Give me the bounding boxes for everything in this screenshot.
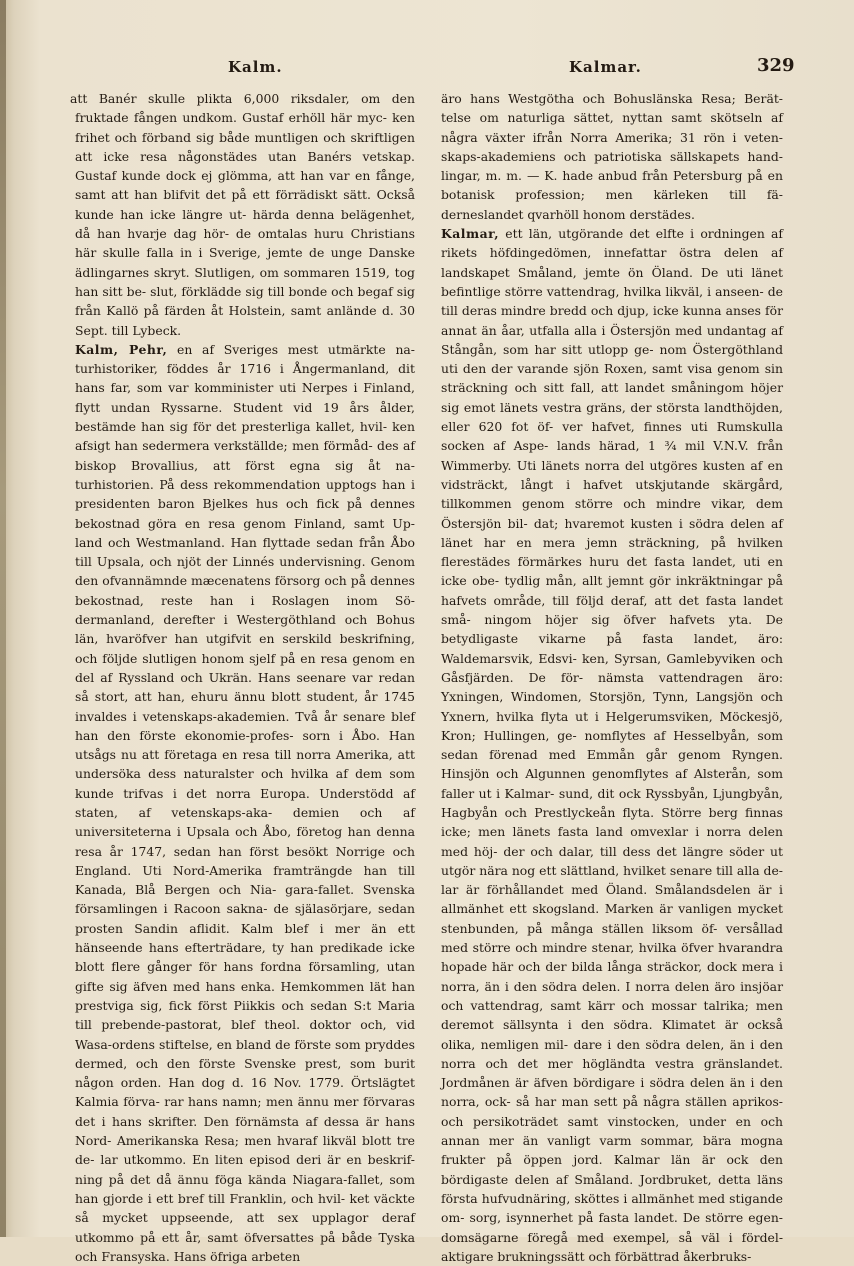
entry-kalm-pehr-text: en af Sveriges mest utmärkte na- turhistoriker, föddes år 1716 i Ångermanland, dit hans far, som var komminister uti Nerpes i Finland, flytt undan Ryssarne. Student vid 19 års ålder, bestämde han sig för det presterliga kallet, hvil- ken afsigt han sedermera verkställde; men förmåd- des af biskop Brovallius, att först egna sig åt na- turhistorien. På dess rekommendation upptogs han i presidenten baron Bjelkes hus och fick på dennes bekostnad göra en resa genom Finland, samt Up- land och Westmanland. Han flyttade sedan från Åbo till Upsala, och njöt der Linnés undervisning. Genom den ofvannämnde mæcenatens försorg och på dennes bekostnad, reste han i Roslagen inom Sö- dermanland, derefter i Westergöthland och Bohus län, hvaröfver han utgifvit en serskild beskrifning, och följde slutligen honom sjelf på en resa genom en del af Ryssland och Ukrän. Hans seenare var redan så stort, att han, ehuru ännu blott student, år 1745 invaldes i vetenskaps-akademien. Två år senare blef han den förste ekonomie-profes- sorn i Åbo. Han utsågs nu att företaga en resa till norra Amerika, att undersöka dess naturalster och hvilka af dem som kunde trifvas i det norra Europa. Understödd af staten, af vetenskaps-aka- demien och af universiteterna i Upsala och Åbo, företog han denna resa år 1747, sedan han först besökt Norrige och England. Uti Nord-Amerika framträngde han till Kanada, Blå Bergen och Nia- gara-fallet. Svenska församlingen i Racoon sakna- de själasörjare, sedan prosten Sandin aflidit. Kalm blef i mer än ett hänseende hans efterträdare, ty han predikade icke blott flere gånger för hans fordna församling, utan gifte sig äfven med hans enka. Hemkommen lät han prestviga sig, fick först Piikkis och sedan S:t Maria till prebende-pastorat, blef theol. doktor och, vid Wasa-ordens stiftelse, en bland de förste som pryddes dermed, och den förste Svenske prest, som burit någon orden. Han dog d. 16 Nov. 1779. Örtslägtet Kalmia förva- rar hans namn; men ännu mer förvaras det i hans skrifter. Den förnämsta af dessa är hans Nord- Amerikanska Resa; men hvaraf likväl blott tre de- lar utkommo. En liten episod deri är en beskrif- ning på det då ännu föga kända Niagara-fallet, som han gjorde i ett bref till Franklin, och hvil- ket väckte så mycket uppseende, att sex upplagor deraf utkommo på ett år, samt öfversattes på både Tyska och Fransyska. Hans öfriga arbeten <box>75 341 415 1264</box>
running-head-right: Kalmar. <box>569 58 642 76</box>
book-spine-shadow <box>0 0 6 1237</box>
left-para-1: att Banér skulle plikta 6,000 riksdaler, om den fruktade fången undkom. Gustaf erhöll här myc- ken frihet och förband sig både muntligen och skriftligen att icke resa någonstädes utan Banérs vetskap. Gustaf kunde dock ej glömma, att han var en fånge, samt att han blifvit det på ett förrädiskt sätt. Också kunde han icke längre ut- härda denna belägenhet, då han hvarje dag hör- de omtalas huru Christians här skulle falla in i Sverige, jemte de unge Danske ädlingarnes skryt. Slutligen, om sommaren 1519, tog han sitt be- slut, förklädde sig till bonde och begaf sig från Kallö på färden åt Holstein, samt anlände d. 30 Sept. till Lybeck. <box>70 91 415 338</box>
left-column <box>70 89 415 1266</box>
entry-kalmar-text: ett län, utgörande det elfte i ordningen af rikets höfdingedömen, innefattar östra delen af landskapet Småland, jemte ön Öland. De uti länet befintlige större vattendrag, hvilka likväl, i anseen- de till deras mindre bredd och djup, icke kunna anses för annat än åar, utfalla alla i Östersjön med undantag af Stångån, som har sitt utlopp ge- nom Östergöthland uti den der varande sjön Roxen, samt visa genom sin sträckning och sitt fall, att landet småningom höjer sig emot länets vestra gräns, der största landthöjden, eller 620 fot öf- ver hafvet, finnes uti Rumskulla socken af Aspe- lands härad, 1 ¾ mil V.N.V. från Wimmerby. Uti länets norra del utgöres kusten af en vidsträckt, långt i hafvet utskjutande skärgård, tillkommen genom större och mindre vikar, dem Östersjön bil- dat; hvaremot kusten i södra delen af länet har en mera jemn sträckning, på hvilken flerestädes förmärkes huru det fasta landet, uti en icke obe- tydlig mån, allt jemnt gör inkräktningar på hafvets område, till följd deraf, att det fasta landet små- ningom höjer sig öfver hafvets yta. De betydligaste vikarne på fasta landet, äro: Waldemarsvik, Edsvi- ken, Syrsan, Gamlebyviken och Gåsfjärden. De för- nämsta vattendragen äro: Yxningen, Windomen, Storsjön, Tynn, Langsjön och Yxnern, hvilka flyta ut i Helgerumsviken, Möckesjö, Kron; Hullingen, ge- nomflytes af Hesselbyån, som sedan förenad med Emmån går genom Ryngen. Hinsjön och Algunnen genomflytes af Alsterån, som faller ut i Kalmar- sund, dit ock Ryssbyån, Ljungbyån, Hagbyån och Prestlyckeån flyta. Större berg finnas icke; men länets fasta land omvexlar i norra delen med höj- der och dalar, till dess det längre söder ut utgör nära nog ett slättland, hvilket senare till alla de- lar är förhållandet med Öland. Smålandsdelen är i allmänhet ett skogsland. Marken är vanligen mycket stenbunden, på många ställen liksom öf- versållad med större och mindre stenar, hvilka öfver hvarandra hopade här och der bilda långa sträckor, dock mera i norra, än i den södra delen. I norra delen äro insjöar och vattendrag, samt kärr och mossar talrika; men deremot sällsynta i den södra. Klimatet är också olika, nemligen mil- dare i den södra delen, än i den norra och det mer högländta vestra gränslandet. Jordmånen är äfven bördigare i södra delen än i den norra, ock- så har man sett på några ställen aprikos- och persikoträdet samt vinstocken, under en och annan mer än vanligt varm sommar, bära mogna frukter på öppen jord. Kalmar län är ock den bördigaste delen af Småland. Jordbruket, detta läns första hufvudnäring, sköttes i allmänhet med stigande om- sorg, isynnerhet på fasta landet. De större egen- domsägarne föregå med exempel, så väl i fördel- aktigare brukningssätt och förbättrad åkerbruks- <box>441 226 783 1264</box>
page-header <box>0 55 854 84</box>
entry-kalmar <box>441 224 783 1266</box>
headword-kalm-pehr: Kalm, Pehr, <box>75 341 168 357</box>
right-column <box>441 89 783 1266</box>
page-number: 329 <box>757 55 795 76</box>
running-head-left: Kalm. <box>228 58 283 76</box>
right-para-1: äro hans Westgötha och Bohuslänska Resa; Berät- telse om naturliga sättet, nyttan samt skötseln af några växter ifrån Norra Amerika; 31 rön i veten- skaps-akademiens och patriotiska sällskapets hand- lingar, m. m. — K. hade anbud från Petersburg på en botanisk profession; men kärleken till fä- derneslandet qvarhöll honom derstädes. <box>441 91 783 222</box>
headword-kalmar: Kalmar, <box>441 226 500 242</box>
entry-kalm-pehr <box>75 340 415 1266</box>
